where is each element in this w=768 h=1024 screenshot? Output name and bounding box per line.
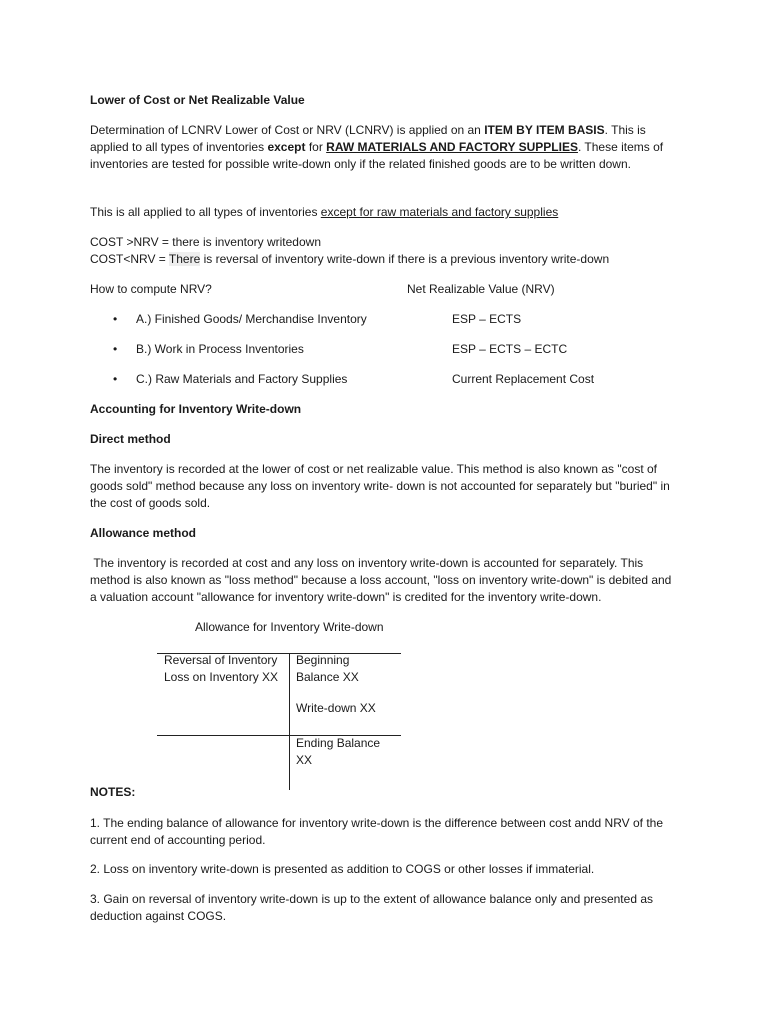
t-account-divider [289,653,290,790]
inventory-type: A.) Finished Goods/ Merchandise Inventory [136,312,367,326]
note-item: 1. The ending balance of allowance for inventory write-down is the difference between cost andd NRV of the current end of accounting period. [90,816,664,847]
direct-method-heading: Direct method [90,432,171,446]
allowance-method-heading: Allowance method [90,526,197,540]
applied-exception: except for raw materials and factory supplies [320,205,559,219]
credit-beginning-balance: Balance XX [296,670,359,684]
credit-writedown: Write-down XX [296,701,376,715]
list-item [0,341,768,358]
intro-text-1: Determination of LCNRV Lower of Cost or NRV (LCNRV) is applied on an [90,123,485,137]
intro-text-4: . These items of inventories are tested for possible write-down only if the related finished goods are to be written down. [90,140,664,171]
t-account-title: Allowance for Inventory Write-down [195,620,384,634]
except-emphasis: except [267,140,306,154]
nrv-formula: ESP – ECTS [452,312,522,326]
credit-ending-balance: XX [296,753,313,767]
nrv-formula: Current Replacement Cost [452,372,595,386]
compute-header-row [0,281,768,298]
inventory-type: B.) Work in Process Inventories [136,342,304,356]
nrv-column-header: Net Realizable Value (NRV) [407,282,555,296]
bullet-icon: • [113,312,118,326]
applied-prefix: This is all applied to all types of inventories [90,205,321,219]
intro-text-3: for [305,140,327,154]
direct-method-body: The inventory is recorded at the lower of cost or net realizable value. This method is also known as "cost of goods sold" method because any loss on inventory write- down is not accounted for separately but "buried" in the cost of goods sold. [90,462,670,510]
bullet-icon: • [113,372,118,386]
inventory-type: C.) Raw Materials and Factory Supplies [136,372,348,386]
item-basis-emphasis: ITEM BY ITEM BASIS [484,123,605,137]
highlighted-word: There [168,252,201,266]
applied-paragraph [90,204,675,221]
note-item: 3. Gain on reversal of inventory write-down is up to the extent of allowance balance only and presented as deduction against COGS. [90,892,653,923]
note-item: 2. Loss on inventory write-down is presented as addition to COGS or other losses if immaterial. [90,862,595,876]
bullet-icon: • [113,342,118,356]
cost-rule-suffix: is reversal of inventory write-down if there is a previous inventory write-down [200,252,610,266]
notes-heading: NOTES: [90,785,136,799]
cost-rule-writedown: COST >NRV = there is inventory writedown [90,235,321,249]
debit-entry-loss: Loss on Inventory XX [164,670,279,684]
list-item [0,371,768,388]
list-item [0,311,768,328]
nrv-formula: ESP – ECTS – ECTC [452,342,568,356]
page-title: Lower of Cost or Net Realizable Value [90,93,305,107]
cost-rule-reversal [90,251,675,268]
cost-rule-prefix: COST<NRV = [90,252,169,266]
credit-beginning-label: Beginning [296,653,350,667]
debit-entry-reversal: Reversal of Inventory [164,653,278,667]
raw-materials-emphasis: RAW MATERIALS AND FACTORY SUPPLIES [326,140,578,154]
accounting-heading: Accounting for Inventory Write-down [90,402,302,416]
allowance-method-body: The inventory is recorded at cost and any loss on inventory write-down is accounted for separately. This method is also known as "loss method" because a loss account, "loss on inventory write-down" is debited and a valuation account "allowance for inventory write-down" is credited for the inventory write-down. [90,556,675,604]
credit-ending-label: Ending Balance [296,736,381,750]
intro-paragraph [90,122,675,173]
compute-question: How to compute NRV? [90,282,212,296]
intro-text-2: . This is applied to all types of inventories [90,123,646,154]
